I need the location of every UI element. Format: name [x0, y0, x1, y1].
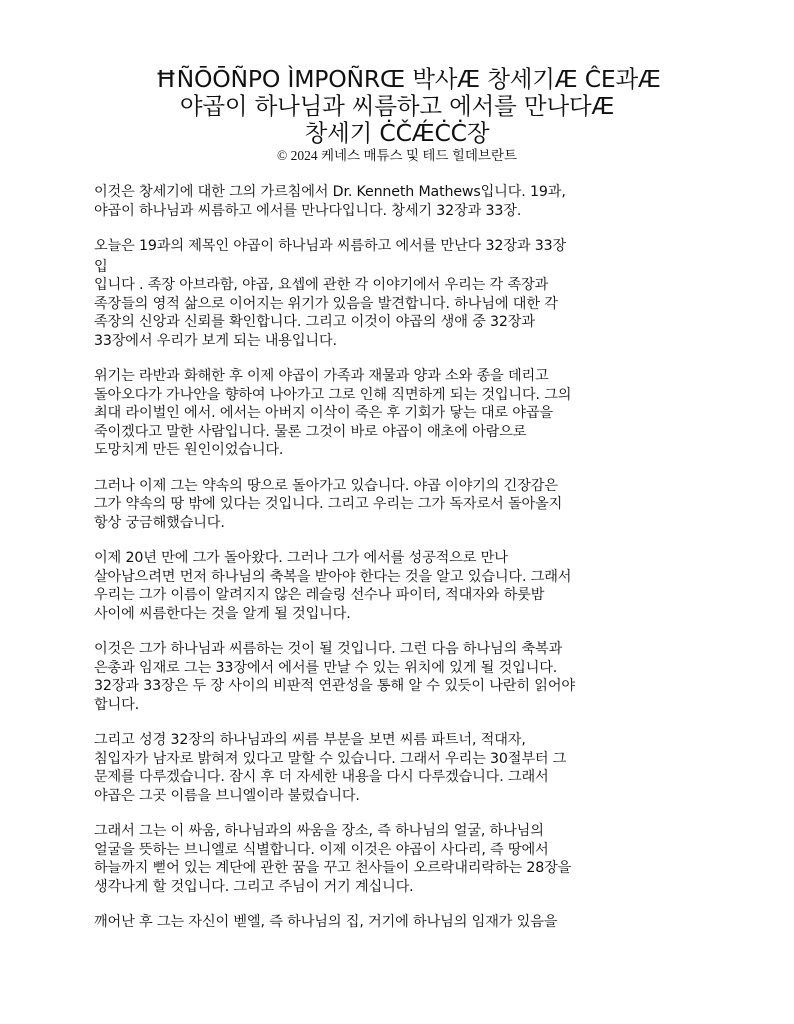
- paragraph-line: 죽이겠다고 말한 사람입니다. 물론 그것이 바로 야곱이 애초에 아람으로: [94, 423, 527, 440]
- paragraph-line: 도망치게 만든 원인이었습니다.: [94, 442, 284, 458]
- paragraph-line-row: [94, 367, 714, 386]
- paragraph-line-row: [94, 386, 714, 405]
- paragraph-line-row: [94, 878, 714, 897]
- paragraph-line: 그리고 성경 32장의 하나님과의 씨름 부분을 보면 씨름 파트너, 적대자,: [94, 732, 526, 748]
- paragraph-line: 문제를 다루겠습니다. 잠시 후 더 자세한 내용을 다시 다루겠습니다. 그래서: [94, 769, 549, 785]
- paragraph-line: 이제 20년 만에 그가 돌아왔다. 그러나 그가 에서를 성공적으로 만나: [94, 550, 508, 566]
- paragraph-line: 이것은 그가 하나님과 씨름하는 것이 될 것입니다. 그런 다음 하나님의 축복과: [94, 641, 563, 657]
- lecture-subtitle: 야곱이 하나님과 씨름하고 에서를 만나다Æ: [179, 92, 615, 120]
- paragraph-line: 32장과 33장은 두 장 사이의 비판적 연관성을 통해 알 수 있듯이 나란히 읽어야: [94, 678, 575, 694]
- paragraph-line-row: [94, 441, 714, 460]
- paragraph-line: 살아남으려면 먼저 하나님의 축복을 받아야 한다는 것을 알고 있습니다. 그래서: [94, 568, 572, 585]
- transcript-paragraph: [94, 731, 714, 805]
- transcript-paragraph: [94, 237, 714, 350]
- paragraph-line: 야곱이 하나님과 씨름하고 에서를 만나다입니다. 창세기 32장과 33장.: [94, 202, 522, 219]
- paragraph-line-row: [94, 841, 714, 860]
- paragraph-line-row: [94, 313, 714, 332]
- paragraph-line-row: [94, 787, 714, 806]
- paragraph-line-row: [94, 514, 714, 533]
- paragraph-line: 입니다 . 족장 아브라함, 야곱, 요셉에 관한 각 이야기에서 우리는 각 족장과: [94, 277, 549, 293]
- paragraph-line: 깨어난 후 그는 자신이 벧엘, 즉 하나님의 집, 거기에 하나님의 임재가 있음을: [94, 914, 558, 930]
- transcript-paragraph: [94, 477, 714, 533]
- paragraph-line-row: [94, 477, 714, 496]
- paragraph-line-row: [94, 750, 714, 769]
- paragraph-line: 하늘까지 뻗어 있는 계단에 관한 꿈을 꾸고 천사들이 오르락내리락하는 28장을: [94, 860, 572, 876]
- paragraph-line: 합니다.: [94, 696, 140, 713]
- paragraph-line-row: [94, 568, 714, 587]
- transcript-paragraph: [94, 183, 714, 220]
- paragraph-line-row: [94, 640, 714, 659]
- paragraph-line-row: [94, 768, 714, 787]
- paragraph-line: 생각나게 할 것입니다. 그리고 주님이 거기 계십니다.: [94, 878, 414, 895]
- paragraph-line: 사이에 씨름한다는 것을 알게 될 것입니다.: [94, 605, 351, 622]
- paragraph-line: 족장의 신앙과 신뢰를 확인합니다. 그리고 이것이 야곱의 생애 중 32장과: [94, 314, 535, 330]
- paragraph-line-row: [94, 276, 714, 295]
- paragraph-line-row: [94, 183, 714, 202]
- paragraph-line-row: [94, 295, 714, 314]
- paragraph-line: 족장들의 영적 삶으로 이어지는 위기가 있음을 발견합니다. 하나님에 대한 각: [94, 295, 558, 312]
- lecture-title: ĦÑŌŌÑPO ÌMPOÑRŒ 박사Æ 창세기Æ ĈE과Æ: [155, 65, 661, 93]
- paragraph-line-row: [94, 677, 714, 696]
- paragraph-line: 위기는 라반과 화해한 후 이제 야곱이 가족과 재물과 양과 소와 종을 데리고: [94, 368, 549, 384]
- paragraph-line-row: [94, 605, 714, 624]
- paragraph-line-row: [94, 659, 714, 678]
- paragraph-line: 오늘은 19과의 제목인 야곱이 하나님과 씨름하고 에서를 만난다 32장과 33장: [94, 238, 567, 254]
- paragraph-line: 돌아오다가 가나안을 향하여 나아가고 그로 인해 직면하게 되는 것입니다. 그의: [94, 386, 572, 403]
- paragraph-line-row: [94, 696, 714, 715]
- paragraph-line-row: [94, 332, 714, 351]
- paragraph-line: 그래서 그는 이 싸움, 하나님과의 싸움을 장소, 즉 하나님의 얼굴, 하나님의: [94, 823, 544, 839]
- paragraph-line-row: [94, 202, 714, 221]
- scripture-reference: 창세기 ĊČǼĊĊ장: [304, 119, 490, 147]
- copyright-notice: © 2024 케네스 매튜스 및 테드 힐데브란트: [276, 148, 518, 163]
- paragraph-line-row: [94, 586, 714, 605]
- paragraph-line: 그러나 이제 그는 약속의 땅으로 돌아가고 있습니다. 야곱 이야기의 긴장감은: [94, 477, 558, 494]
- paragraph-line: 은총과 임재로 그는 33장에서 에서를 만날 수 있는 위치에 있게 될 것입니다.: [94, 659, 558, 676]
- paragraph-line: 그가 약속의 땅 밖에 있다는 것입니다. 그리고 우리는 그가 독자로서 돌아올지: [94, 496, 563, 512]
- paragraph-line-row: [94, 913, 714, 932]
- paragraph-line: 야곱은 그곳 이름을 브니엘이라 불렀습니다.: [94, 787, 360, 804]
- document-header: [0, 66, 794, 164]
- transcript-paragraph: [94, 549, 714, 623]
- paragraph-line: 최대 라이벌인 에서. 에서는 아버지 이삭이 죽은 후 기회가 닿는 대로 야곱을: [94, 405, 553, 421]
- paragraph-line-row: [94, 859, 714, 878]
- paragraph-line: 침입자가 남자로 밝혀져 있다고 말할 수 있습니다. 그래서 우리는 30절부터 그: [94, 750, 567, 767]
- transcript-paragraph: [94, 913, 714, 932]
- paragraph-line: 얼굴을 뜻하는 브니엘로 식별합니다. 이제 이것은 야곱이 사다리, 즉 땅에서: [94, 841, 549, 858]
- paragraph-line: 33장에서 우리가 보게 되는 내용입니다.: [94, 332, 337, 349]
- paragraph-line-row: [94, 495, 714, 514]
- paragraph-line-row: [94, 404, 714, 423]
- paragraph-line: 이것은 창세기에 대한 그의 가르침에서 Dr. Kenneth Mathews입니다. 19과,: [94, 184, 566, 200]
- stray-character: 입: [94, 258, 108, 275]
- paragraph-line-row: [94, 237, 714, 276]
- paragraph-line-row: [94, 731, 714, 750]
- paragraph-line-row: [94, 549, 714, 568]
- paragraph-line: 우리는 그가 이름이 알려지지 않은 레슬링 선수나 파이터, 적대자와 하룻밤: [94, 587, 545, 603]
- transcript-paragraph: [94, 640, 714, 714]
- transcript-paragraph: [94, 367, 714, 460]
- paragraph-line-row: [94, 423, 714, 442]
- paragraph-line-row: [94, 822, 714, 841]
- paragraph-line: 항상 궁금해했습니다.: [94, 514, 225, 531]
- transcript-body: [94, 183, 714, 949]
- transcript-paragraph: [94, 822, 714, 896]
